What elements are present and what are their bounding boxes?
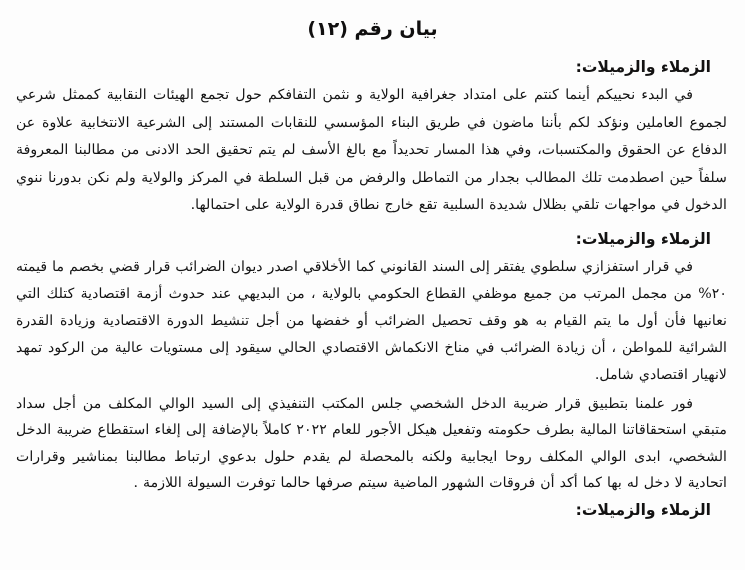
paragraph-three: فور علمنا بتطبيق قرار ضريبة الدخل الشخصي جلس المكتب التنفيذي إلى السيد الوالي المكلف من أجل سداد متبقي استحقاقاتنا المالية بطرف حكومته وتفعيل هيكل الأجور للعام ٢٠٢٢ كاملاً بالإضافة إلى إلغاء استقطاع ضريبة الدخل الشخصي، ابدى الوالي المكلف روحا ايجابية ولكنه بالمحصلة لم يقدم حلول بدعوي ارتباط مطالبنا بمناشير وقرارات اتحادية لا دخل له بها كما أكد أن فروقات الشهور الماضية سيتم صرفها حالما توفرت السيولة اللازمة .	[16, 395, 727, 491]
salutation-heading-second: الزملاء والزميلات:	[575, 229, 711, 248]
paragraph-one: في البدء نحييكم أينما كنتم على امتداد جغرافية الولاية و نثمن التفافكم حول تجمع الهيئات النقابية كممثل شرعي لجموع العاملين ونؤكد لكم بأننا ماضون في طريق البناء المؤسسي للنقابات المستند إلى الشرعية الانتخابية علاوة عن الدفاع عن الحقوق والمكتسبات، وفي هذا المسار تحديداً مع بالغ الأسف لم يتم تحقيق الحد الادنى من مطالبنا المعروفة سلفاً حين اصطدمت تلك المطالب بجدار من التماطل والرفض من قبل السلطة في المركز والولاية ولم نكن بدورنا ننوي الدخول في مواجهات تلقي بظلال شديدة السلبية تقع خارج نطاق قدرة الولاية على احتمالها.	[16, 87, 727, 213]
document-body	[0, 42, 745, 519]
page-title: بيان رقم (١٢)	[307, 18, 438, 40]
paragraph-two: في قرار استفزازي سلطوي يفتقر إلى السند القانوني كما الأخلاقي اصدر ديوان الضرائب قرار قضي بخصم ما قيمته ٢٠% من مجمل المرتب من جميع موظفي القطاع الحكومي بالولاية ، من البديهي عند حدوث أزمة اقتصادية كتلك التي نعانيها فأن أول ما يتم القيام به هو وقف تحصيل الضرائب أو خفضها من أجل تنشيط الدورة الاقتصادية وزيادة القدرة الشرائية للمواطن ، أن زيادة الضرائب في مناخ الانكماش الاقتصادي الحالي سيقود إلى مستويات عالية من الركود تمهد لانهيار اقتصادي شامل.	[16, 258, 727, 383]
salutation-heading-footer: الزملاء والزميلات:	[575, 500, 711, 519]
salutation-heading-first: الزملاء والزميلات:	[575, 58, 711, 76]
